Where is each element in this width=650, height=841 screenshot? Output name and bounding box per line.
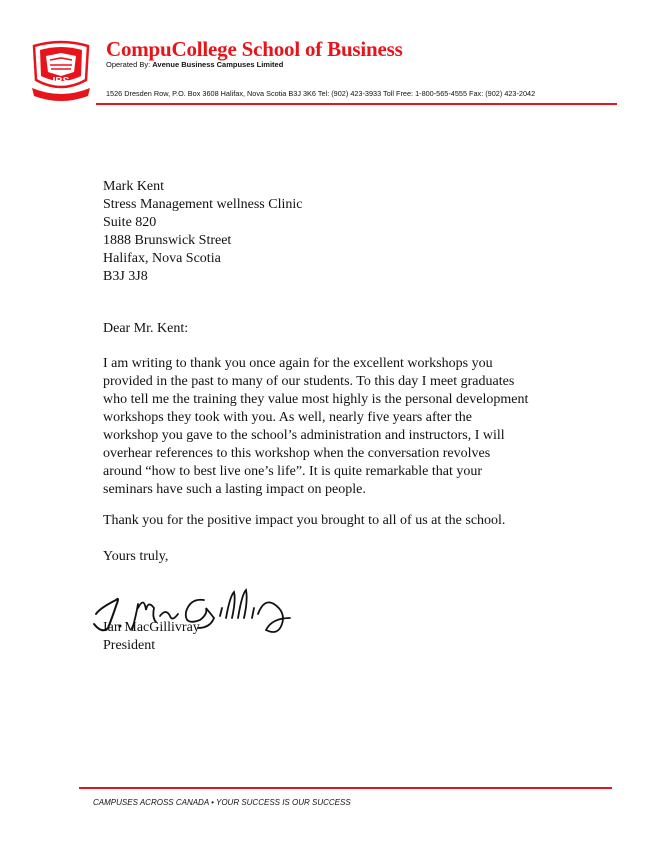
signer-name: Ian MacGillivray (103, 620, 200, 635)
letterhead-address: 1526 Dresden Row, P.O. Box 3608 Halifax, Nova Scotia B3J 3K6 Tel: (902) 423-3933 Toll Free: 1-800-565-4555 Fax: (902) 423-2042 (106, 89, 536, 98)
operator-name: Avenue Business Campuses Limited (152, 60, 284, 69)
body-line: around “how to best live one’s life”. It is quite remarkable that your (103, 464, 483, 479)
footer-tagline: CAMPUSES ACROSS CANADA • YOUR SUCCESS IS OUR SUCCESS (93, 798, 351, 807)
school-crest-logo (28, 36, 94, 106)
salutation: Dear Mr. Kent: (103, 321, 189, 336)
school-name: CompuCollege School of Business (106, 37, 403, 61)
thanks-sentence: Thank you for the positive impact you brought to all of us at the school. (103, 513, 506, 528)
crest-monogram: IBS (52, 76, 70, 87)
body-line: workshop you gave to the school’s administration and instructors, I will (103, 428, 505, 443)
operated-by-label: Operated By: (106, 60, 151, 69)
body-line: who tell me the training they value most highly is the personal development (103, 392, 529, 407)
body-line: seminars have such a lasting impact on people. (103, 482, 366, 497)
signer-title: President (103, 638, 156, 653)
recipient-line: 1888 Brunswick Street (103, 233, 232, 248)
body-line: workshops they took with you. As well, nearly five years after the (103, 410, 472, 425)
footer-divider (79, 787, 612, 789)
body-paragraph (103, 355, 528, 499)
recipient-address (103, 178, 302, 286)
operated-by (106, 60, 283, 69)
recipient-line: B3J 3J8 (103, 269, 148, 284)
recipient-line: Mark Kent (103, 179, 165, 194)
recipient-line: Suite 820 (103, 215, 157, 230)
body-line: I am writing to thank you once again for the excellent workshops you (103, 356, 493, 371)
header-divider (96, 103, 617, 105)
recipient-line: Halifax, Nova Scotia (103, 251, 221, 266)
closing: Yours truly, (103, 549, 169, 564)
recipient-line: Stress Management wellness Clinic (103, 197, 303, 212)
body-line: overhear references to this workshop when the conversation revolves (103, 446, 491, 461)
signer-block (103, 619, 200, 655)
body-line: provided in the past to many of our students. To this day I meet graduates (103, 374, 515, 389)
